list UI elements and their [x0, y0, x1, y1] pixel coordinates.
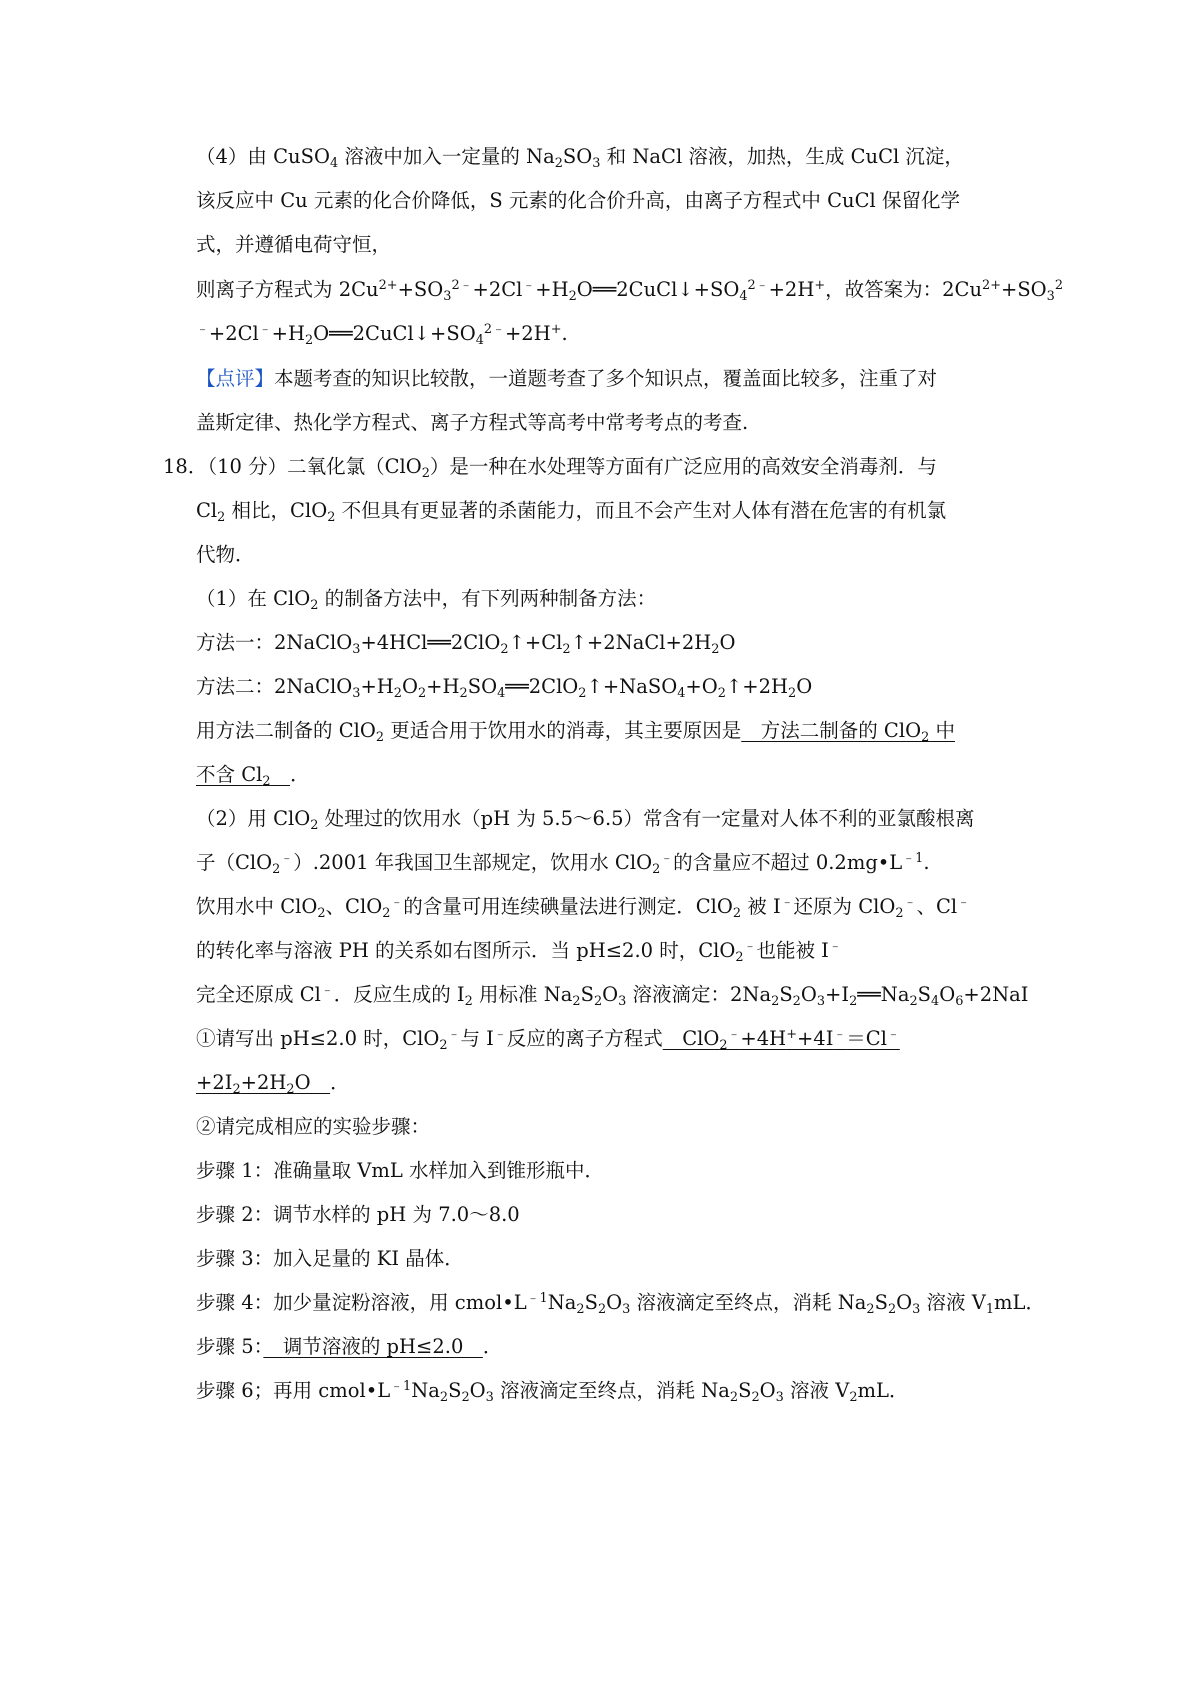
subscript: 3 [352, 686, 361, 702]
subscript: 2 [576, 1302, 585, 1318]
subscript: 4 [497, 686, 506, 702]
superscript: + [814, 277, 826, 293]
subscript: 2 [310, 818, 319, 834]
subscript: 2 [771, 994, 780, 1010]
question-c1-line-2 [196, 1071, 350, 1098]
subscript: 2 [909, 994, 918, 1010]
text: ）.2001 年我国卫生部规定，饮用水 ClO [293, 851, 653, 874]
subscript: 2 [732, 906, 742, 922]
subscript: 2 [317, 906, 326, 922]
subscript: 1 [985, 1302, 995, 1318]
text: 溶液中加入一定量的 Na [338, 145, 555, 168]
subscript: 2 [393, 686, 402, 702]
text: 反应的离子方程式 [506, 1027, 663, 1050]
text: ↑+2H [725, 675, 788, 698]
superscript: ﹣ [258, 321, 272, 337]
superscript: ﹣ [780, 894, 794, 910]
text: +2Cl [472, 278, 523, 301]
subscript: 2 [286, 1082, 295, 1098]
superscript: 2﹣ [451, 277, 473, 293]
text: ． [482, 1335, 503, 1358]
text: +O [685, 675, 718, 698]
subscript: 2 [572, 994, 581, 1010]
text: +I [825, 983, 850, 1006]
method-2 [196, 675, 813, 702]
answer-blank: 调节溶液的 pH≤2.0 [263, 1335, 483, 1358]
subscript: 2 [729, 1390, 739, 1406]
text: O [759, 1379, 776, 1402]
text: O [401, 675, 418, 698]
text: +H [360, 675, 394, 698]
subscript: 3 [816, 994, 826, 1010]
question-18-line-3: 代物． [196, 543, 255, 566]
text: +SO [1000, 278, 1047, 301]
text: 还原为 ClO [793, 895, 896, 918]
subscript: 2 [439, 1038, 448, 1054]
text: 中 [929, 719, 955, 742]
text: . [561, 322, 568, 345]
text: 步骤 4：加少量淀粉溶液，用 cmol•L [196, 1291, 527, 1314]
text: 和 NaCl 溶液，加热，生成 CuCl 沉淀， [600, 145, 964, 168]
superscript: ﹣ [493, 1026, 507, 1042]
text: ）是一种在水处理等方面有广泛应用的高效安全消毒剂．与 [429, 455, 937, 478]
superscript: 2﹣ [483, 321, 505, 337]
text: ． [290, 763, 310, 786]
text: S [779, 983, 793, 1006]
solution-4-equation-line-1 [196, 277, 1064, 305]
text: 用方法二制备的 ClO [196, 719, 376, 742]
text: SO [467, 675, 498, 698]
text: （1）在 ClO [196, 587, 311, 610]
superscript: + [786, 1026, 797, 1042]
subscript: 2 [464, 994, 473, 1010]
subscript: 2 [866, 1302, 875, 1318]
subscript: 2 [652, 862, 661, 878]
part-2-line-2 [196, 850, 930, 878]
subscript: 2 [711, 642, 720, 658]
text: CuSO [273, 145, 330, 168]
subscript: 2 [735, 950, 744, 966]
subscript: 2 [887, 1302, 897, 1318]
text: 方法一：2NaClO [196, 631, 353, 654]
text: +2H [768, 278, 815, 301]
text: ↑+NaSO [586, 675, 678, 698]
question-18-line-2 [196, 499, 947, 526]
subscript: 3 [618, 994, 627, 1010]
method-1 [196, 631, 736, 658]
step-1: 步骤 1：准确量取 VmL 水样加入到锥形瓶中． [196, 1159, 605, 1182]
text: +2NaI [963, 983, 1029, 1006]
subscript: 4 [475, 333, 484, 349]
text: 相比，ClO [225, 499, 328, 522]
text: S [738, 1379, 752, 1402]
superscript: ﹣ [743, 938, 757, 954]
step-3: 步骤 3：加入足量的 KI 晶体． [196, 1247, 464, 1270]
text: O [606, 1291, 623, 1314]
superscript: ﹣1 [390, 1378, 412, 1394]
superscript: ﹣ [390, 894, 404, 910]
text: （2）用 ClO [196, 807, 311, 830]
superscript: ﹣ [522, 277, 536, 293]
text: +H [271, 322, 305, 345]
text: S [917, 983, 931, 1006]
text: 18．（10 分）二氧化氯（ClO [163, 455, 422, 478]
text: ．反应生成的 I [333, 983, 465, 1006]
text: +H [426, 675, 460, 698]
subscript: 2 [439, 1390, 449, 1406]
subscript: 2 [382, 906, 391, 922]
subscript: 2 [417, 686, 427, 702]
subscript: 2 [421, 466, 430, 482]
solution-4-line-1 [196, 145, 964, 172]
text: 、ClO [325, 895, 383, 918]
part-2-line-5 [196, 982, 1029, 1010]
subscript: 2 [459, 686, 468, 702]
superscript: ﹣ [280, 850, 294, 866]
superscript: + [550, 321, 562, 337]
text: 方法二：2NaClO [196, 675, 353, 698]
superscript: ﹣1 [902, 850, 924, 866]
subscript: 3 [912, 1302, 921, 1318]
text: O [896, 1291, 913, 1314]
text: 步骤 5： [196, 1335, 264, 1358]
text: mL． [994, 1291, 1045, 1314]
subscript: 4 [677, 686, 686, 702]
text: 更适合用于饮用水的消毒，其主要原因是 [384, 719, 742, 742]
text: ，故答案为：2Cu [825, 278, 983, 301]
text: 方法二制备的 ClO [741, 719, 922, 742]
text: +2Cl [208, 322, 259, 345]
text: +2H [504, 322, 551, 345]
step-2: 步骤 2：调节水样的 pH 为 7.0～8.0 [196, 1203, 520, 1226]
text: ↑+Cl [508, 631, 563, 654]
reason-line-2 [196, 763, 310, 790]
subscript: 2 [751, 1390, 760, 1406]
part-2-line-1 [196, 807, 975, 834]
text: 被 I [741, 895, 781, 918]
review-tag: 【点评】 [196, 367, 275, 390]
text: . [923, 851, 930, 874]
subscript: 2 [562, 642, 571, 658]
text: 步骤 6；再用 cmol•L [196, 1379, 391, 1402]
text: O [469, 1379, 486, 1402]
review-line-1 [196, 369, 937, 389]
superscript: ﹣ [903, 894, 917, 910]
subscript: 3 [775, 1390, 784, 1406]
text: 溶液滴定：2Na [626, 983, 772, 1006]
text: +4HCl══2ClO [360, 631, 501, 654]
subscript: 6 [955, 994, 964, 1010]
text: 、Cl [916, 895, 958, 918]
subscript: 3 [622, 1302, 631, 1318]
solution-4-line-3: 式，并遵循电荷守恒， [196, 233, 392, 256]
superscript: 2+ [378, 277, 398, 293]
solution-4-equation-line-2 [196, 321, 568, 349]
text: Cl [196, 499, 218, 522]
subscript: 2 [719, 1038, 728, 1054]
text: 的含量应不超过 0.2mg•L [673, 851, 903, 874]
text: +2I [196, 1071, 233, 1094]
subscript: 2 [593, 994, 603, 1010]
review-line-2: 盖斯定律、热化学方程式、离子方程式等高考中常考考点的考查. [196, 411, 749, 434]
subscript: 3 [485, 1390, 494, 1406]
text: 本题考查的知识比较散，一道题考查了多个知识点，覆盖面比较多，注重了对 [274, 367, 938, 390]
text: O [719, 631, 736, 654]
subscript: 2 [597, 1302, 607, 1318]
text: 的含量可用连续碘量法进行测定．ClO [403, 895, 733, 918]
subscript: 3 [592, 156, 601, 172]
subscript: 2 [272, 862, 281, 878]
text: 溶液 V [783, 1379, 850, 1402]
part-1-intro [196, 587, 657, 614]
text: S [874, 1291, 888, 1314]
text: 用标准 Na [472, 983, 573, 1006]
text: S [448, 1379, 462, 1402]
superscript: 2+ [982, 277, 1001, 293]
subscript: 3 [1046, 289, 1055, 305]
subscript: 2 [461, 1390, 470, 1406]
text: ClO [662, 1027, 720, 1050]
text: +4I [796, 1027, 834, 1050]
text [271, 763, 291, 786]
subscript: 2 [788, 686, 797, 702]
answer-blank [196, 763, 290, 790]
text: S [584, 1291, 598, 1314]
step-6 [196, 1378, 909, 1406]
text: mL． [857, 1379, 909, 1402]
subscript: 2 [717, 686, 726, 702]
text: 则离子方程式为 2Cu [196, 278, 379, 301]
superscript: 2﹣ [747, 277, 769, 293]
superscript: ﹣ [660, 850, 674, 866]
text: 饮用水中 ClO [196, 895, 318, 918]
subscript: 2 [849, 994, 858, 1010]
subscript: 4 [931, 994, 940, 1010]
subscript: 2 [578, 686, 587, 702]
text: O [602, 983, 619, 1006]
text: （4）由 [196, 145, 274, 168]
text: ＝Cl [846, 1027, 887, 1050]
text: +4H [740, 1027, 787, 1050]
subscript: 2 [895, 906, 904, 922]
text: SO [562, 145, 593, 168]
subscript: 3 [443, 289, 452, 305]
solution-4-line-2: 该反应中 Cu 元素的化合价降低，S 元素的化合价升高，由离子方程式中 CuCl 保留化学 [196, 189, 960, 212]
superscript: ﹣ [196, 321, 209, 337]
question-c1-line-1 [196, 1026, 900, 1054]
text: ══2ClO [505, 675, 579, 698]
reason-line-1 [196, 719, 955, 746]
text: ． [330, 1071, 350, 1094]
text: O [939, 983, 956, 1006]
text: 溶液 V [920, 1291, 986, 1314]
superscript: ﹣ [957, 894, 970, 910]
subscript: 2 [262, 774, 271, 790]
text: O [294, 1071, 331, 1094]
subscript: 2 [554, 156, 563, 172]
subscript: 2 [217, 510, 226, 526]
text: ①请写出 pH≤2.0 时，ClO [196, 1027, 440, 1050]
answer-blank [662, 1026, 900, 1054]
subscript: 2 [568, 289, 577, 305]
superscript: ﹣ [828, 938, 842, 954]
answer-blank [196, 1071, 331, 1098]
superscript: ﹣1 [526, 1290, 548, 1306]
step-5 [196, 1337, 502, 1357]
superscript: ﹣ [833, 1026, 847, 1042]
question-18-line-1 [163, 455, 937, 482]
text: 完全还原成 Cl [196, 983, 321, 1006]
text: 不含 Cl [196, 763, 263, 786]
text: 溶液滴定至终点，消耗 Na [630, 1291, 867, 1314]
text: +2H [240, 1071, 287, 1094]
text: O══2CuCl↓+SO [576, 278, 740, 301]
text: S [580, 983, 594, 1006]
text: Na [411, 1379, 440, 1402]
subscript: 2 [310, 598, 319, 614]
text: 的制备方法中，有下列两种制备方法： [318, 587, 657, 610]
superscript: ﹣ [727, 1026, 741, 1042]
superscript: ﹣ [886, 1026, 900, 1042]
text: ↑+2NaCl+2H [570, 631, 712, 654]
question-c2-intro: ②请完成相应的实验步骤： [196, 1115, 431, 1138]
superscript: 2 [1054, 277, 1064, 293]
subscript: 2 [921, 730, 930, 746]
superscript: ﹣ [320, 982, 334, 998]
text: 处理过的饮用水（pH 为 5.5～6.5）常含有一定量对人体不利的亚氯酸根离 [318, 807, 975, 830]
text: +H [535, 278, 569, 301]
subscript: 2 [327, 510, 336, 526]
subscript: 4 [329, 156, 339, 172]
subscript: 4 [739, 289, 748, 305]
superscript: ﹣ [447, 1026, 461, 1042]
step-4 [196, 1290, 1045, 1318]
text: O══2CuCl↓+SO [313, 322, 476, 345]
text: ══Na [857, 983, 910, 1006]
answer-blank [741, 719, 955, 746]
text: 与 I [460, 1027, 494, 1050]
subscript: 2 [232, 1082, 241, 1098]
text: O [796, 675, 813, 698]
text: 不但具有更显著的杀菌能力，而且不会产生对人体有潜在危害的有机氯 [335, 499, 947, 522]
text: 也能被 I [756, 939, 829, 962]
subscript: 2 [500, 642, 509, 658]
text: +SO [397, 278, 444, 301]
text: 子（ClO [196, 851, 273, 874]
subscript: 2 [792, 994, 801, 1010]
subscript: 2 [304, 333, 314, 349]
subscript: 3 [352, 642, 361, 658]
text: 溶液滴定至终点，消耗 Na [493, 1379, 730, 1402]
subscript: 2 [849, 1390, 858, 1406]
text: 的转化率与溶液 PH 的关系如右图所示．当 pH≤2.0 时，ClO [196, 939, 736, 962]
text: Na [547, 1291, 577, 1314]
part-2-line-3 [196, 894, 970, 922]
part-2-line-4 [196, 938, 842, 966]
subscript: 2 [375, 730, 385, 746]
text: O [800, 983, 817, 1006]
